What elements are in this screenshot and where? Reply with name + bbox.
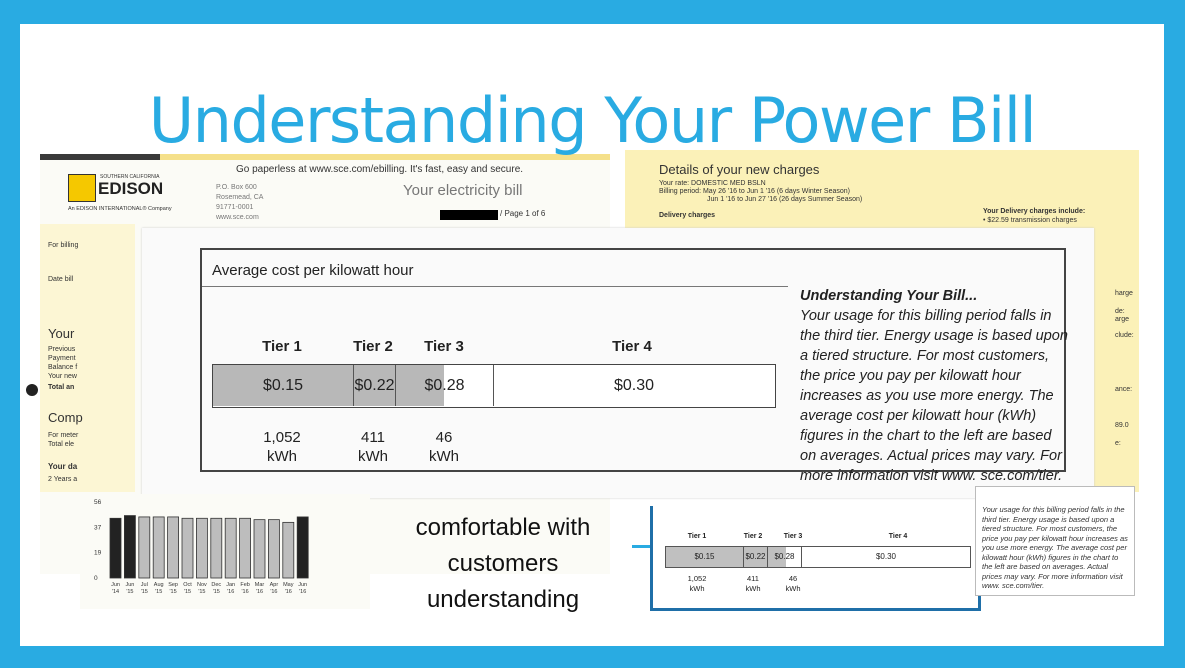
y-tick-label: 56 xyxy=(94,499,102,506)
delivery-label: Delivery charges xyxy=(659,212,716,219)
x-tick-label: May xyxy=(283,582,294,588)
kwh-unit: kWh xyxy=(689,584,705,593)
x-tick-label: Sep xyxy=(168,582,178,588)
x-tick-label: Jan xyxy=(226,582,236,588)
mini-tier-1-price: $0.15 xyxy=(666,547,744,567)
kwh-value: 46 xyxy=(788,574,798,583)
caption-connector xyxy=(632,545,650,548)
usage-bar xyxy=(153,517,164,578)
redaction-bar xyxy=(440,210,498,220)
usage-chart xyxy=(80,494,370,609)
side-line: Your xyxy=(48,326,75,341)
logo-main-text: EDISON xyxy=(98,179,164,198)
kwh-unit: kWh xyxy=(358,448,388,465)
dollar-icon xyxy=(26,384,38,396)
tier-1-header: Tier 1 xyxy=(262,338,302,355)
mini-tier-1-kwh xyxy=(677,574,717,594)
side-line: Total ele xyxy=(48,441,75,448)
tier-price-row xyxy=(212,364,776,408)
usage-bar xyxy=(240,518,251,578)
caption-text xyxy=(388,510,618,618)
understanding-title: Understanding Your Bill... xyxy=(800,288,978,304)
side-line: 2 Years a xyxy=(48,476,78,483)
usage-bar xyxy=(225,518,236,578)
fragment-text: de: xyxy=(1115,308,1125,315)
x-tick-label: Aug xyxy=(153,582,164,588)
x-tick-label: '14 xyxy=(111,589,120,595)
doc-title: Your electricity bill xyxy=(403,182,523,199)
x-tick-label: Jul xyxy=(140,582,148,588)
side-line: Date bill xyxy=(48,276,74,283)
include-title: Your Delivery charges include: xyxy=(983,208,1086,215)
x-tick-label: Dec xyxy=(211,582,222,588)
mini-tier-3-price: $0.28 xyxy=(768,547,802,567)
title-divider xyxy=(202,286,788,287)
usage-bar xyxy=(182,518,193,578)
x-tick-label: '15 xyxy=(169,589,177,595)
mini-tier-3-kwh xyxy=(773,574,813,594)
slide-title: Understanding Your Power Bill xyxy=(148,84,1036,157)
tier-4-header: Tier 4 xyxy=(612,338,652,355)
x-tick-label: '16 xyxy=(227,589,235,595)
fragment-text: ance: xyxy=(1115,386,1133,393)
mini-tier-4-price: $0.30 xyxy=(875,552,897,561)
x-tick-label: '15 xyxy=(126,589,134,595)
x-tick-label: '16 xyxy=(270,589,278,595)
side-line: Total an xyxy=(48,384,75,391)
mini-tier-1-header: Tier 1 xyxy=(687,533,707,540)
side-line: Your da xyxy=(48,462,78,471)
mini-tier-card xyxy=(650,506,981,611)
mini-price-row xyxy=(665,546,971,568)
paperless-text: Go paperless at www.sce.com/ebilling. It's fast, easy and secure. xyxy=(236,164,524,175)
kwh-unit: kWh xyxy=(785,584,801,593)
side-line: Comp xyxy=(48,410,83,425)
x-tick-label: Jun xyxy=(111,582,120,588)
usage-bar xyxy=(283,522,294,578)
tier-3-kwh xyxy=(408,428,480,466)
x-tick-label: Mar xyxy=(254,582,265,588)
tier-3-price: $0.28 xyxy=(396,365,494,406)
y-tick-label: 19 xyxy=(94,549,102,557)
kwh-value: 46 xyxy=(435,429,453,446)
usage-bar xyxy=(110,518,121,578)
period-line-1: Billing period: May 26 '16 to Jun 1 '16 (6 days Winter Season) xyxy=(659,188,850,195)
x-tick-label: Jun xyxy=(298,582,308,588)
period-line-2: Jun 1 '16 to Jun 27 '16 (26 days Summer Season) xyxy=(707,196,863,203)
usage-bar xyxy=(196,518,207,578)
x-tick-label: '15 xyxy=(183,589,192,595)
usage-bar xyxy=(139,517,150,578)
understanding-body: Your usage for this billing period falls in the third tier. Energy usage is based upon a tiered structure. For most customers, the price you pay per kilowatt hour increases as you use more energy. The average cost per kilowatt hour (kWh) figures in the chart to the left are based on averages. Actual prices may vary. For more information visit www. sce.com/tier. xyxy=(800,308,1068,484)
x-tick-label: '15 xyxy=(198,589,206,595)
tier-2-kwh xyxy=(338,428,408,466)
x-tick-label: '15 xyxy=(140,589,148,595)
bill-side-panel xyxy=(40,224,135,492)
fragment-text: harge xyxy=(1115,290,1133,297)
side-line: Your new xyxy=(48,373,77,380)
tier-2-price: $0.22 xyxy=(354,365,396,406)
mini-tier-4-header: Tier 4 xyxy=(888,533,908,540)
address-line-4: www.sce.com xyxy=(216,214,259,221)
x-tick-label: Feb xyxy=(240,582,250,588)
address-line-2: Rosemead, CA xyxy=(216,194,264,201)
x-tick-label: Apr xyxy=(269,582,279,588)
y-tick-label: 0 xyxy=(94,575,98,582)
usage-bar xyxy=(268,520,279,578)
x-tick-label: '16 xyxy=(255,589,264,595)
x-tick-label: '16 xyxy=(241,589,249,595)
slide xyxy=(20,24,1164,646)
side-line: For billing xyxy=(48,242,79,249)
kwh-value: 1,052 xyxy=(263,429,301,446)
kwh-value: 411 xyxy=(747,574,759,583)
kwh-unit: kWh xyxy=(429,448,459,465)
mini-understanding-note: Your usage for this billing period falls in the third tier. Energy usage is based upon a tiered structure. For most customers, the price you pay per kilowatt hour increases as you use more energy. The average cost per kilowatt hour (kWh) figures in the chart to the left are based on averages. Actual prices may vary. For more information visit www. sce.com/tier. xyxy=(975,486,1135,596)
tier-1-price: $0.15 xyxy=(213,365,354,406)
usage-bar xyxy=(168,517,179,578)
x-tick-label: Nov xyxy=(197,582,207,588)
mini-tier-2-kwh xyxy=(737,574,769,594)
x-tick-label: '16 xyxy=(284,589,292,595)
usage-bar xyxy=(297,517,308,578)
mini-tier-3-header: Tier 3 xyxy=(783,533,803,540)
page-number: / Page 1 of 6 xyxy=(500,209,546,218)
rate-line: Your rate: DOMESTIC MED BSLN xyxy=(659,180,766,187)
logo-top-text: SOUTHERN CALIFORNIA xyxy=(100,174,160,180)
kwh-value: 1,052 xyxy=(687,574,707,583)
x-tick-label: '15 xyxy=(212,589,220,595)
y-tick-label: 37 xyxy=(94,524,102,532)
caption-line: comfortable with xyxy=(415,514,591,541)
side-line: Balance f xyxy=(48,364,78,371)
kwh-unit: kWh xyxy=(745,584,761,593)
x-tick-label: '16 xyxy=(299,589,307,595)
charges-heading: Details of your new charges xyxy=(659,162,820,177)
usage-chart-svg xyxy=(80,494,370,609)
mini-tier-2-price: $0.22 xyxy=(744,547,768,567)
kwh-unit: kWh xyxy=(267,448,297,465)
fragment-text: e: xyxy=(1115,440,1121,447)
address-line-3: 91771-0001 xyxy=(216,204,254,211)
mini-tier-2-header: Tier 2 xyxy=(743,533,763,540)
tier-1-kwh xyxy=(242,428,322,466)
avg-cost-card xyxy=(142,228,1094,498)
x-tick-label: Oct xyxy=(183,582,192,588)
caption-line: understanding xyxy=(426,586,580,613)
address-line-1: P.O. Box 600 xyxy=(216,184,257,191)
logo-sub-text: An EDISON INTERNATIONAL® Company xyxy=(68,206,172,212)
tier-2-header: Tier 2 xyxy=(353,338,393,355)
usage-bar xyxy=(211,518,222,578)
tier-4-price: $0.30 xyxy=(613,377,655,394)
kwh-value: 411 xyxy=(361,429,385,446)
avg-cost-title: Average cost per kilowatt hour xyxy=(212,262,414,279)
include-item: • $22.59 transmission charges xyxy=(983,217,1077,224)
usage-bar xyxy=(124,516,135,578)
tier-3-header: Tier 3 xyxy=(424,338,464,355)
fragment-text: arge xyxy=(1115,316,1130,323)
avg-cost-frame xyxy=(200,248,1068,484)
edison-logo-icon xyxy=(68,174,96,202)
fragment-text: 89.0 xyxy=(1115,422,1129,429)
fragment-text: clude: xyxy=(1115,332,1134,339)
caption-line: customers xyxy=(447,550,559,577)
side-line: Payment xyxy=(48,355,76,362)
understanding-note xyxy=(800,286,1070,486)
x-tick-label: Jun xyxy=(125,582,135,588)
side-line: For meter xyxy=(48,432,79,439)
usage-bar xyxy=(254,520,265,578)
side-line: Previous xyxy=(48,346,76,353)
x-tick-label: '15 xyxy=(155,589,163,595)
